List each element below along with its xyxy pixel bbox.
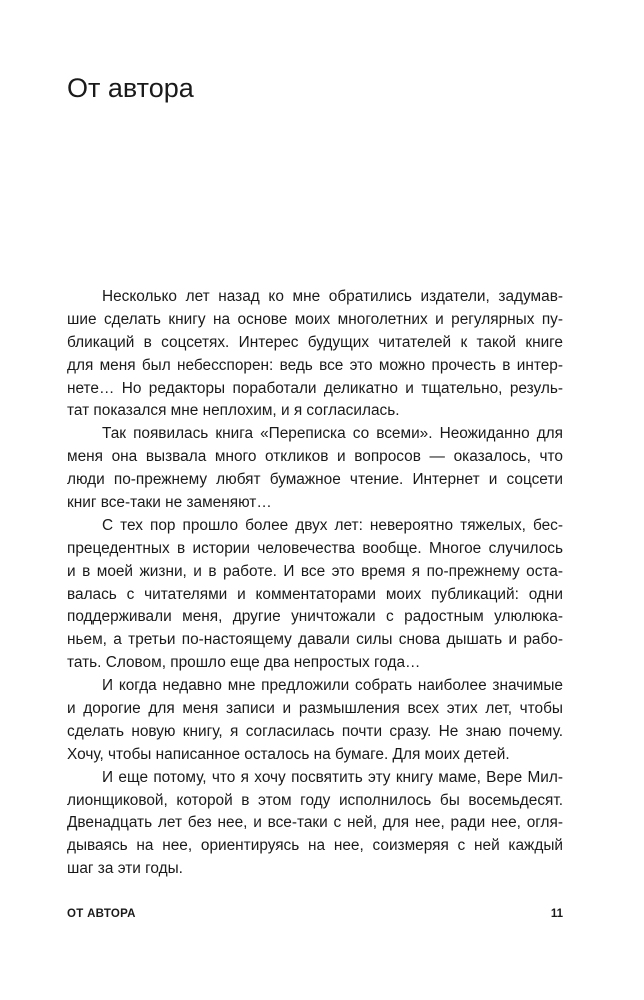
chapter-title: От автора xyxy=(67,73,194,103)
paragraph-5 xyxy=(67,767,563,881)
paragraph-2 xyxy=(67,423,563,515)
text-line: И когда недавно мне предложили собрать наиболее значимые xyxy=(102,677,563,695)
text-line: валась с читателями и комментаторами моих публикаций: одни xyxy=(67,585,563,603)
text-line: шие сделать книгу на основе моих многолетних и регулярных пу- xyxy=(67,310,563,328)
paragraph-4 xyxy=(67,675,563,767)
text-line: меня она вызвала много откликов и вопросов — оказалось, что xyxy=(67,448,563,466)
text-line: люди по-прежнему любят бумажное чтение. Интернет и соцсети xyxy=(67,471,563,489)
text-line: тат показался мне неплохим, и я согласилась. xyxy=(67,402,400,420)
text-line: прецедентных в истории человечества вообще. Многое случилось xyxy=(67,539,563,557)
text-line: бликаций в соцсетях. Интерес будущих читателей к такой книге xyxy=(67,333,563,351)
text-line: Хочу, чтобы написанное осталось на бумаге. Для моих детей. xyxy=(67,745,510,763)
text-line: и дорогие для меня записи и размышления всех этих лет, чтобы xyxy=(67,700,563,718)
paragraph-3 xyxy=(67,515,563,675)
text-line: книг все-таки не заменяют… xyxy=(67,494,272,512)
text-line: сделать новую книгу, я согласилась почти сразу. Не знаю почему. xyxy=(67,722,563,740)
text-line: ньем, а третьи по-настоящему давали силы снова дышать и рабо- xyxy=(67,631,563,649)
text-line: тать. Словом, прошло еще два непростых года… xyxy=(67,654,421,672)
text-line: Двенадцать лет без нее, и все-таки с ней, для нее, ради нее, огля- xyxy=(67,814,563,832)
text-line: и в моей жизни, и в работе. И все это время я по-прежнему оста- xyxy=(67,562,563,580)
text-line: для меня был небесспорен: ведь все это можно прочесть в интер- xyxy=(67,356,563,374)
text-line: нете… Но редакторы поработали деликатно и тщательно, резуль- xyxy=(67,379,563,397)
paragraph-1 xyxy=(67,286,563,423)
text-line: лионщиковой, которой в этом году исполнилось бы восемьдесят. xyxy=(67,791,563,809)
page-number: 11 xyxy=(550,908,563,920)
text-line: И еще потому, что я хочу посвятить эту книгу маме, Вере Мил- xyxy=(102,768,563,786)
text-line: дываясь на нее, ориентируясь на нее, соизмеряя с ней каждый xyxy=(67,837,563,855)
text-line: С тех пор прошло более двух лет: невероятно тяжелых, бес- xyxy=(102,516,563,534)
text-line: Несколько лет назад ко мне обратились издатели, задумав- xyxy=(102,288,563,305)
text-line: шаг за эти годы. xyxy=(67,860,183,878)
running-footer-title: ОТ АВТОРА xyxy=(67,908,136,920)
body-text xyxy=(67,286,563,881)
text-line: поддерживали меня, другие уничтожали с радостным улюлюка- xyxy=(67,608,563,626)
text-line: Так появилась книга «Переписка со всеми». Неожиданно для xyxy=(102,425,563,443)
